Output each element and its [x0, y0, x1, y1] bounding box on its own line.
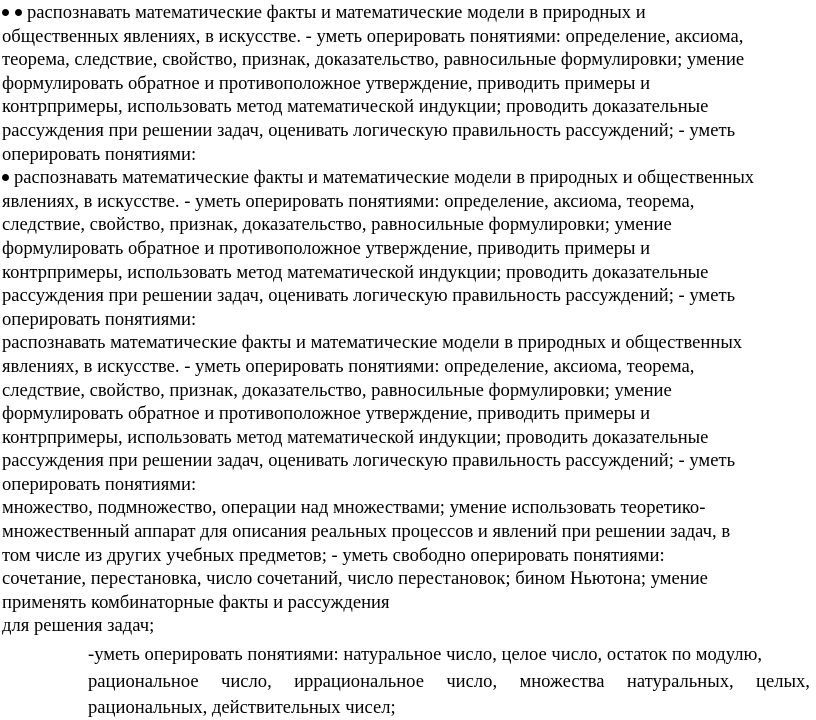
- text-line: оперировать понятиями:: [2, 143, 197, 165]
- text-line: явлениях, в искусстве. - уметь оперировать понятиями: определение, аксиома, теорема,: [2, 190, 695, 212]
- bullet-icon: [2, 174, 9, 181]
- indented-justified-line: [88, 670, 810, 694]
- indented-line: рациональных, действительных чисел;: [88, 697, 396, 719]
- text-line: применять комбинаторные факты и рассуждения: [2, 591, 390, 613]
- word: натуральных,: [626, 670, 734, 692]
- text-line: сочетание, перестановка, число сочетаний, число перестановок; бином Ньютона; умение: [2, 568, 708, 590]
- text-line: множественный аппарат для описания реальных процессов и явлений при решении задач, в: [2, 521, 731, 543]
- text-line: контрпримеры, использовать метод математической индукции; проводить доказательные: [2, 426, 709, 448]
- text-line: рассуждения при решении задач, оценивать логическую правильность рассуждений; - уметь: [2, 119, 736, 141]
- word: иррациональное: [294, 670, 424, 692]
- bullet-icon: [15, 9, 22, 16]
- text-line: для решения задач;: [2, 615, 155, 637]
- text-line: оперировать понятиями:: [2, 308, 197, 330]
- text-line: [2, 166, 810, 190]
- text-line: формулировать обратное и противоположное утверждение, приводить примеры и: [2, 237, 651, 259]
- text-line: оперировать понятиями:: [2, 473, 197, 495]
- text-line: контрпримеры, использовать метод математической индукции; проводить доказательные: [2, 261, 709, 283]
- word: число,: [446, 670, 498, 692]
- line-text: распознавать математические факты и математические модели в природных и: [27, 2, 646, 23]
- document-page: [2, 1, 810, 720]
- text-line: распознавать математические факты и математические модели в природных и общественных: [2, 332, 743, 354]
- text-line: следствие, свойство, признак, доказательство, равносильные формулировки; умение: [2, 214, 672, 236]
- word: рациональное: [88, 670, 199, 692]
- text-line: явлениях, в искусстве. - уметь оперировать понятиями: определение, аксиома, теорема,: [2, 355, 695, 377]
- word: число,: [220, 670, 272, 692]
- text-line: теорема, следствие, свойство, признак, доказательство, равносильные формулировки; умение: [2, 49, 745, 71]
- indented-line: -уметь оперировать понятиями: натуральное число, целое число, остаток по модулю,: [88, 644, 763, 666]
- text-line: множество, подмножество, операции над множествами; умение использовать теоретико-: [2, 497, 706, 519]
- text-line: формулировать обратное и противоположное утверждение, приводить примеры и: [2, 72, 651, 94]
- line-text: распознавать математические факты и математические модели в природных и общественных: [14, 167, 755, 189]
- bullet-icon: [2, 9, 9, 16]
- text-line: формулировать обратное и противоположное утверждение, приводить примеры и: [2, 403, 651, 425]
- text-line: контрпримеры, использовать метод математической индукции; проводить доказательные: [2, 96, 709, 118]
- text-line: [2, 1, 810, 25]
- word: множества: [519, 670, 605, 692]
- word: целых,: [756, 670, 810, 692]
- text-line: общественных явлениях, в искусстве. - уметь оперировать понятиями: определение, аксиома,: [2, 25, 744, 47]
- text-line: рассуждения при решении задач, оценивать логическую правильность рассуждений; - уметь: [2, 450, 736, 472]
- text-line: том числе из других учебных предметов; - уметь свободно оперировать понятиями:: [2, 544, 665, 566]
- text-line: рассуждения при решении задач, оценивать логическую правильность рассуждений; - уметь: [2, 285, 736, 307]
- text-line: следствие, свойство, признак, доказательство, равносильные формулировки; умение: [2, 379, 672, 401]
